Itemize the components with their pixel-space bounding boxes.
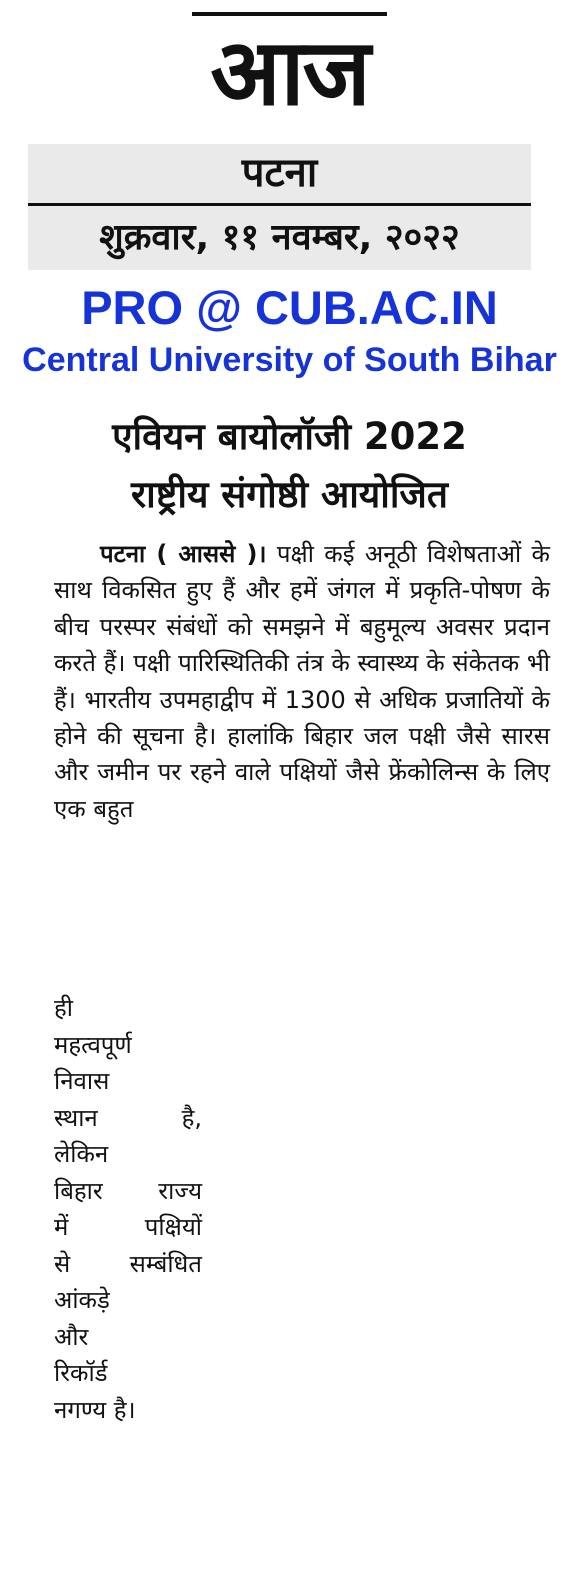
narrow-line: से सम्बंधित xyxy=(54,1249,202,1278)
newspaper-name: आज xyxy=(192,12,386,128)
dateline-divider xyxy=(28,203,531,206)
narrow-line: आंकड़े xyxy=(54,1286,110,1314)
narrow-line: महत्वपूर्ण xyxy=(54,1030,132,1059)
narrow-line: नगण्य है। xyxy=(54,1395,136,1424)
article-headline xyxy=(20,408,559,524)
narrow-line: स्थान है, xyxy=(54,1103,202,1132)
dateline-box xyxy=(28,144,531,270)
article-body xyxy=(54,536,550,827)
narrow-line: बिहार राज्य xyxy=(54,1176,202,1205)
article-narrow-column xyxy=(54,990,202,1428)
institution-name: Central University of South Bihar xyxy=(22,341,557,379)
newspaper-masthead xyxy=(0,12,579,128)
narrow-line: ही xyxy=(54,994,73,1022)
contact-email: PRO @ CUB.AC.IN xyxy=(81,281,498,334)
narrow-line: में पक्षियों xyxy=(54,1213,202,1241)
article-body-text: पक्षी कई अनूठी विशेषताओं के साथ विकसित हुए हैं और हमें जंगल में प्रकृति-पोषण के बीच परस्पर संबंधों को समझने में बहुमूल्य अवसर प्रदान करते हैं। पक्षी पारिस्थितिकी तंत्र के स्वास्थ्य के संकेतक भी हैं। भारतीय उपमहाद्वीप में 1300 से अधिक प्रजातियों के होने की सूचना है। हालांकि बिहार जल पक्षी जैसे सारस और जमीन पर रहने वाले पक्षियों जैसे फ्रेंकोलिन्स के लिए एक बहुत xyxy=(54,540,550,823)
narrow-line: रिकॉर्ड xyxy=(54,1359,108,1387)
publication-date: शुक्रवार, ११ नवम्बर, २०२२ xyxy=(99,217,460,258)
narrow-line: निवास xyxy=(54,1067,110,1095)
edition-city: पटना xyxy=(241,150,318,196)
headline-line-1: एवियन बायोलॉजी 2022 xyxy=(112,415,467,458)
narrow-line: और xyxy=(54,1322,89,1351)
headline-line-2: राष्ट्रीय संगोष्ठी आयोजित xyxy=(131,473,448,516)
narrow-line: लेकिन xyxy=(54,1140,109,1168)
article-byline: पटना ( आससे )। xyxy=(100,540,267,568)
